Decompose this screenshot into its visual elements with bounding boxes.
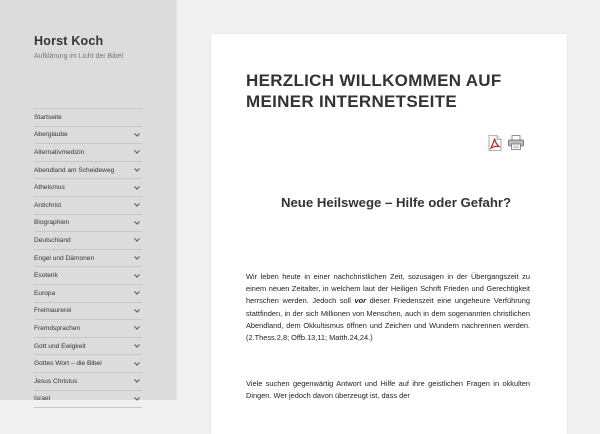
menu-item-label: Freimaurerei xyxy=(34,307,72,315)
menu-item-label: Deutschland xyxy=(34,236,71,244)
menu-item-label: Biographien xyxy=(34,219,70,227)
menu-item[interactable] xyxy=(34,250,142,268)
chevron-down-icon[interactable] xyxy=(132,271,142,281)
pdf-icon[interactable] xyxy=(488,135,502,151)
article-paragraph-1 xyxy=(246,271,530,344)
chevron-down-icon[interactable] xyxy=(132,306,142,316)
chevron-down-icon[interactable] xyxy=(132,183,142,193)
menu-item[interactable] xyxy=(34,391,142,409)
menu-item[interactable] xyxy=(34,373,142,391)
menu-item-label: Jesus Christus xyxy=(34,377,78,385)
menu-item[interactable] xyxy=(34,338,142,356)
menu-item-label: Atheismus xyxy=(34,184,65,192)
menu-item[interactable] xyxy=(34,303,142,321)
chevron-down-icon[interactable] xyxy=(132,200,142,210)
menu-item-label: Gott und Ewigkeit xyxy=(34,342,86,350)
menu-item-label: Engel und Dämonen xyxy=(34,254,95,262)
site-title[interactable]: Horst Koch xyxy=(34,34,104,48)
site-description: Aufklärung im Licht der Bibel xyxy=(34,53,124,60)
paragraph-text: dieser Friedenszeit eine ungeheure Verführung stattfinden, in der sich Millionen von Menschen, auch in dem sogenannten christlichen Abendland, dem Okkultismus öffnen und Zeichen und Wundern nachrennen werden. (2.Thess.2,8; Offb.13,11; Matth.24,24.) xyxy=(246,296,530,343)
chevron-down-icon[interactable] xyxy=(132,323,142,333)
menu-item[interactable] xyxy=(34,355,142,373)
menu-item-label: Esoterik xyxy=(34,272,58,280)
menu-item-label: Fremdsprachen xyxy=(34,324,81,332)
chevron-down-icon[interactable] xyxy=(132,394,142,404)
menu-item[interactable] xyxy=(34,179,142,197)
chevron-down-icon[interactable] xyxy=(132,165,142,175)
menu-item-label: Abendland am Scheideweg xyxy=(34,166,115,174)
menu-item[interactable] xyxy=(34,285,142,303)
chevron-down-icon[interactable] xyxy=(132,376,142,386)
menu-item[interactable] xyxy=(34,215,142,233)
menu-item[interactable] xyxy=(34,144,142,162)
printer-icon[interactable] xyxy=(508,135,524,150)
menu-item-label: Aberglaube xyxy=(34,131,68,139)
paragraph-text: Wir leben heute in einer nachchristlichen Zeit, sozusagen in der Übergangszeit zu einem neuen Zeitalter, in welchem laut der Heiligen Schrift Frieden und Gerechtigkeit herrschen werden. Jedoch soll xyxy=(246,272,530,306)
content-card xyxy=(211,34,567,434)
menu-item-label: Startseite xyxy=(34,113,62,121)
menu-item-label: Gottes Wort – die Bibel xyxy=(34,360,102,368)
chevron-down-icon[interactable] xyxy=(132,147,142,157)
chevron-down-icon[interactable] xyxy=(132,130,142,140)
chevron-down-icon[interactable] xyxy=(132,218,142,228)
menu-item[interactable] xyxy=(34,197,142,215)
article-subheading: Neue Heilswege – Hilfe oder Gefahr? xyxy=(280,195,512,210)
menu-item-label: Alternativmedizin xyxy=(34,148,85,156)
menu-item[interactable] xyxy=(34,162,142,180)
chevron-down-icon[interactable] xyxy=(132,235,142,245)
article-paragraph-2: Viele suchen gegenwärtig Antwort und Hilfe auf ihre geistlichen Fragen in okkulten Dingen. Wer jedoch davon überzeugt ist, dass der xyxy=(246,379,530,401)
menu-item-label: Antichrist xyxy=(34,201,62,209)
menu-item[interactable] xyxy=(34,127,142,145)
menu-item-label: Europa xyxy=(34,289,56,297)
emphasis-text: vor xyxy=(354,296,367,306)
sidebar xyxy=(0,0,176,403)
chevron-down-icon[interactable] xyxy=(132,253,142,263)
menu-item[interactable] xyxy=(34,232,142,250)
menu-item[interactable] xyxy=(34,320,142,338)
chevron-down-icon[interactable] xyxy=(132,341,142,351)
menu-item-label: Israel xyxy=(34,395,51,403)
menu-item[interactable] xyxy=(34,267,142,285)
menu-item[interactable] xyxy=(34,109,142,127)
page-title: HERZLICH WILLKOMMEN AUF MEINER INTERNETSEITE xyxy=(246,71,502,111)
main-menu xyxy=(34,108,142,408)
chevron-down-icon[interactable] xyxy=(132,359,142,369)
chevron-down-icon[interactable] xyxy=(132,288,142,298)
